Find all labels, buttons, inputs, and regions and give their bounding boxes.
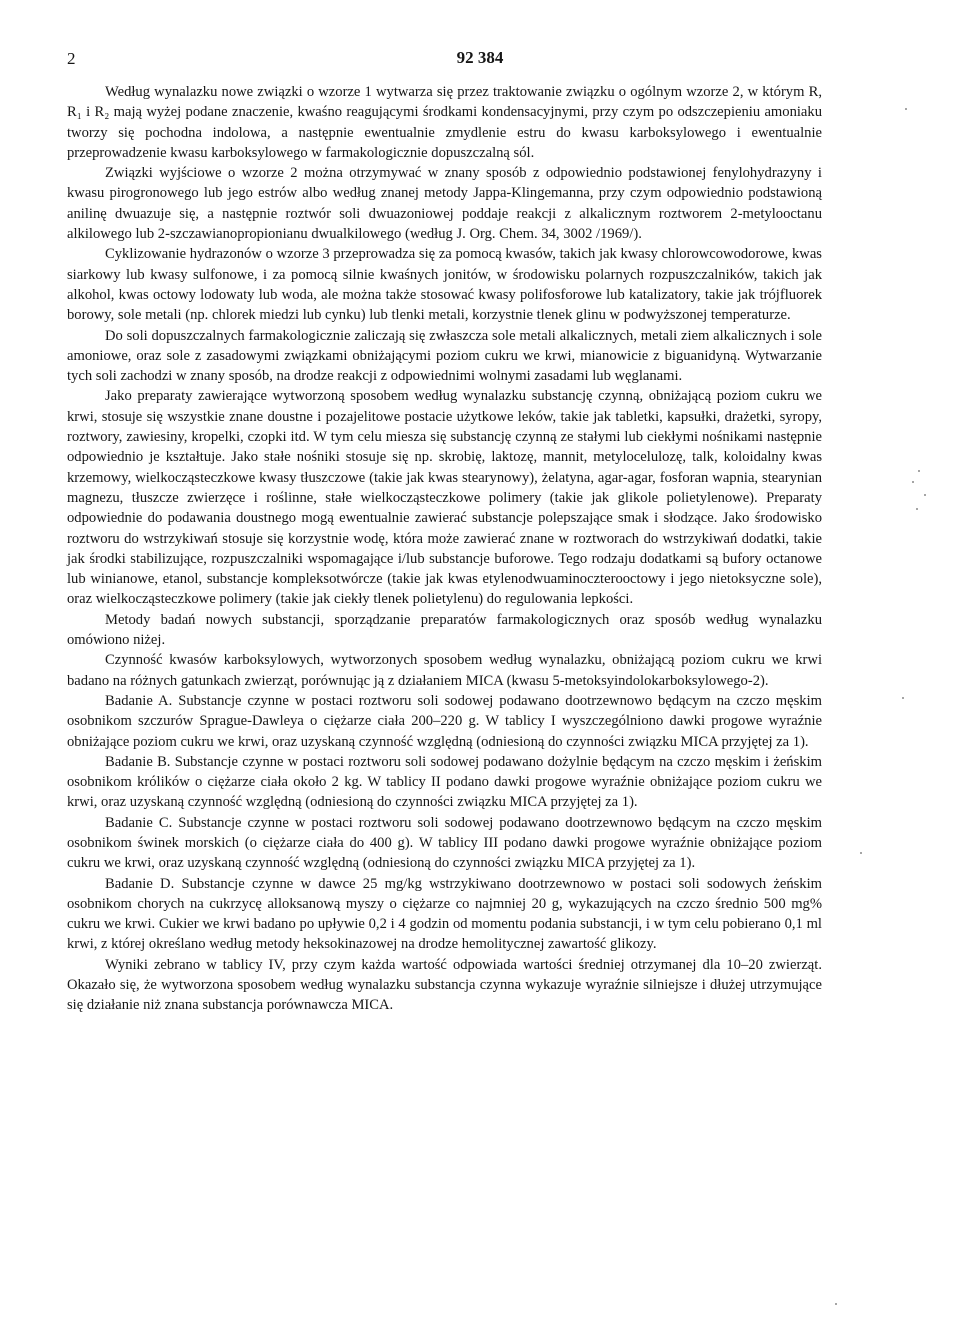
paragraph-test-a: Badanie A. Substancje czynne w postaci roztworu soli sodowej podawano dootrzewnowo będącym na czczo męskim osobnikom szczurów Sprague-Dawleya o ciężarze ciała 200–220 g. W tablicy I wyszczególniono dawki progowe wyraźnie obniżające poziom cukru we krwi, oraz uzyskaną czynność względną (odniesioną do czynności związku MICA przyjętej za 1). (67, 692, 822, 750)
paragraph-method: Według wynalazku nowe związki o wzorze 1 wytwarza się przez traktowanie związku o ogólnym wzorze 2, w którym R, R₁ i R₂ mają wyżej podane znaczenie, kwaśno reagującymi środkami kondensacyjnymi, przy czym po odszczepieniu amoniaku tworzy się pochodna indolowa, a następnie ewentualnie zmydlenie estru do kwasu karboksylowego i ewentualnie przeprowadzenie kwasu karboksylowego w farmakologicznie dopuszczalną sól. (67, 84, 822, 161)
paragraph-salts: Do soli dopuszczalnych farmakologicznie zaliczają się zwłaszcza sole metali alkalicznych, metali ziem alkalicznych i sole amoniowe, oraz sole z zasadowymi związkami obniżającymi poziom cukru we krwi, mianowicie z biguanidyną. Wytwarzanie tych soli zachodzi w znany sposób, na drodze reakcji z odpowiednimi wolnymi zasadami lub węglanami. (67, 327, 822, 385)
scan-speck (860, 852, 862, 854)
patent-number: 92 384 (456, 48, 504, 67)
scan-speck (835, 1303, 837, 1305)
body-text (67, 82, 822, 1016)
paragraph-starting-compounds: Związki wyjściowe o wzorze 2 można otrzymywać w znany sposób z odpowiednio podstawionej fenylohydrazyny i kwasu pirogronowego lub jego estrów albo według znanej metody Jappa-Klingemanna, przy czym odpowiednio podstawioną anilinę dwuazuje się, a następnie roztwór soli dwuazoniowej poddaje reakcji z alkalicznym roztworem 2-metylooctanu alkilowego lub 2-szczawianopropionianu dwualkilowego (według J. Org. Chem. 34, 3002 /1969/). (67, 165, 822, 243)
scan-speck (912, 481, 914, 483)
paragraph-test-c: Badanie C. Substancje czynne w postaci roztworu soli sodowej podawano dootrzewnowo będącym na czczo męskim osobnikom świnek morskich (o ciężarze ciała do 400 g). W tablicy III podano dawki progowe wyraźnie obniżające poziom cukru we krwi, oraz uzyskaną czynność względną (odniesioną do czynności związku MICA przyjętej za 1). (67, 814, 822, 872)
scan-speck (924, 494, 926, 496)
paragraph-preparations: Jako preparaty zawierające wytworzoną sposobem według wynalazku substancję czynną, obniżającą poziom cukru we krwi, stosuje się wszystkie znane doustne i pozajelitowe postacie użytkowe leków, takie jak tabletki, kapsułki, drażetki, syropy, roztwory, zawiesiny, kropelki, czopki itd. W tym celu miesza się substancję czynną ze stałymi lub ciekłymi nośnikami następnie odpowiednio je kształtuje. Jako stałe nośniki stosuje się np. skrobię, laktozę, mannit, metylocelulozę, talk, koloidalny kwas krzemowy, wielkocząsteczkowe kwasy tłuszczowe (takie jak kwas stearynowy), żelatyna, agar-agar, fosforan wapnia, stearynian magnezu, tłuszcze zwierzęce i roślinne, stałe wielkocząsteczkowe polimery (takie jak glikole polietylenowe). Preparaty odpowiednie do podawania doustnego mogą ewentualnie zawierać substancje polepszające smak i słodzące. Jako środowisko roztworu do wstrzykiwań stosuje się korzystnie wodę, która może zawierać znane w roztworach do wstrzykiwań dodatki, takie jak środki stabilizujące, rozpuszczalniki wspomagające i/lub substancje buforowe. Tego rodzaju dodatkami są bufory octanowe lub winianowe, etanol, substancje kompleksotwórcze (takie jak kwas etylenodwuaminoczterooctowy i jego nietoksyczne sole), oraz wielkocząsteczkowe polimery (takie jak ciekły tlenek polietylenu) do regulowania lepkości. (67, 388, 822, 608)
paragraph-cyclization: Cyklizowanie hydrazonów o wzorze 3 przeprowadza się za pomocą kwasów, takich jak kwasy chlorowcowodorowe, kwas siarkowy lub kwasy sulfonowe, i za pomocą silnie kwaśnych jonitów, w środowisku polarnych rozpuszczalników, takich jak alkohol, kwas octowy lodowaty lub woda, ale można także stosować kwasy polifosforowe lub katalizatory, takie jak trójfluorek borowy, sole metali (np. chlorek miedzi lub cynku) lub tlenki metali, korzystnie tlenek glinu w podwyższonej temperaturze. (67, 246, 822, 324)
paragraph-activity: Czynność kwasów karboksylowych, wytworzonych sposobem według wynalazku, obniżającą poziom cukru we krwi badano na różnych gatunkach zwierząt, porównując ją z działaniem MICA (kwasu 5-metoksyindolokarboksylowego-2). (67, 652, 822, 689)
scan-speck (918, 470, 920, 472)
page-number: 2 (67, 49, 76, 68)
paragraph-test-methods: Metody badań nowych substancji, sporządzanie preparatów farmakologicznych oraz sposób według wynalazku omówiono niżej. (67, 611, 822, 649)
paragraph-test-b: Badanie B. Substancje czynne w postaci roztworu soli sodowej podawano dożylnie będącym na czczo męskim i żeńskim osobnikom królików o ciężarze ciała około 2 kg. W tablicy II podano dawki progowe wyraźnie obniżające poziom cukru we krwi, oraz uzyskaną czynność względną (odniesioną do czynności związku MICA przyjętej za 1). (67, 753, 822, 811)
paragraph-test-d: Badanie D. Substancje czynne w dawce 25 mg/kg wstrzykiwano dootrzewnowo w postaci soli sodowych żeńskim osobnikom chorych na cukrzycę alloksanową myszy o ciężarze co najmniej 20 g, wykazujących na czczo średnio 500 mg% cukru we krwi. Cukier we krwi badano po upływie 0,2 i 4 godzin od momentu podania substancji, i w tym celu pobierano 0,1 ml krwi, z której określano według metody heksokinazowej na drodze hemolitycznej zawartość glikozy. (67, 875, 822, 953)
paragraph-results: Wyniki zebrano w tablicy IV, przy czym każda wartość odpowiada wartości średniej otrzymanej dla 10–20 zwierząt. Okazało się, że wytworzona sposobem według wynalazku substancja czynna wykazuje wyraźnie silniejsze i dłużej utrzymujące się działanie niż znana substancja porównawcza MICA. (67, 956, 822, 1014)
scan-speck (902, 697, 904, 699)
scan-speck (916, 508, 918, 510)
scan-speck (905, 108, 907, 110)
